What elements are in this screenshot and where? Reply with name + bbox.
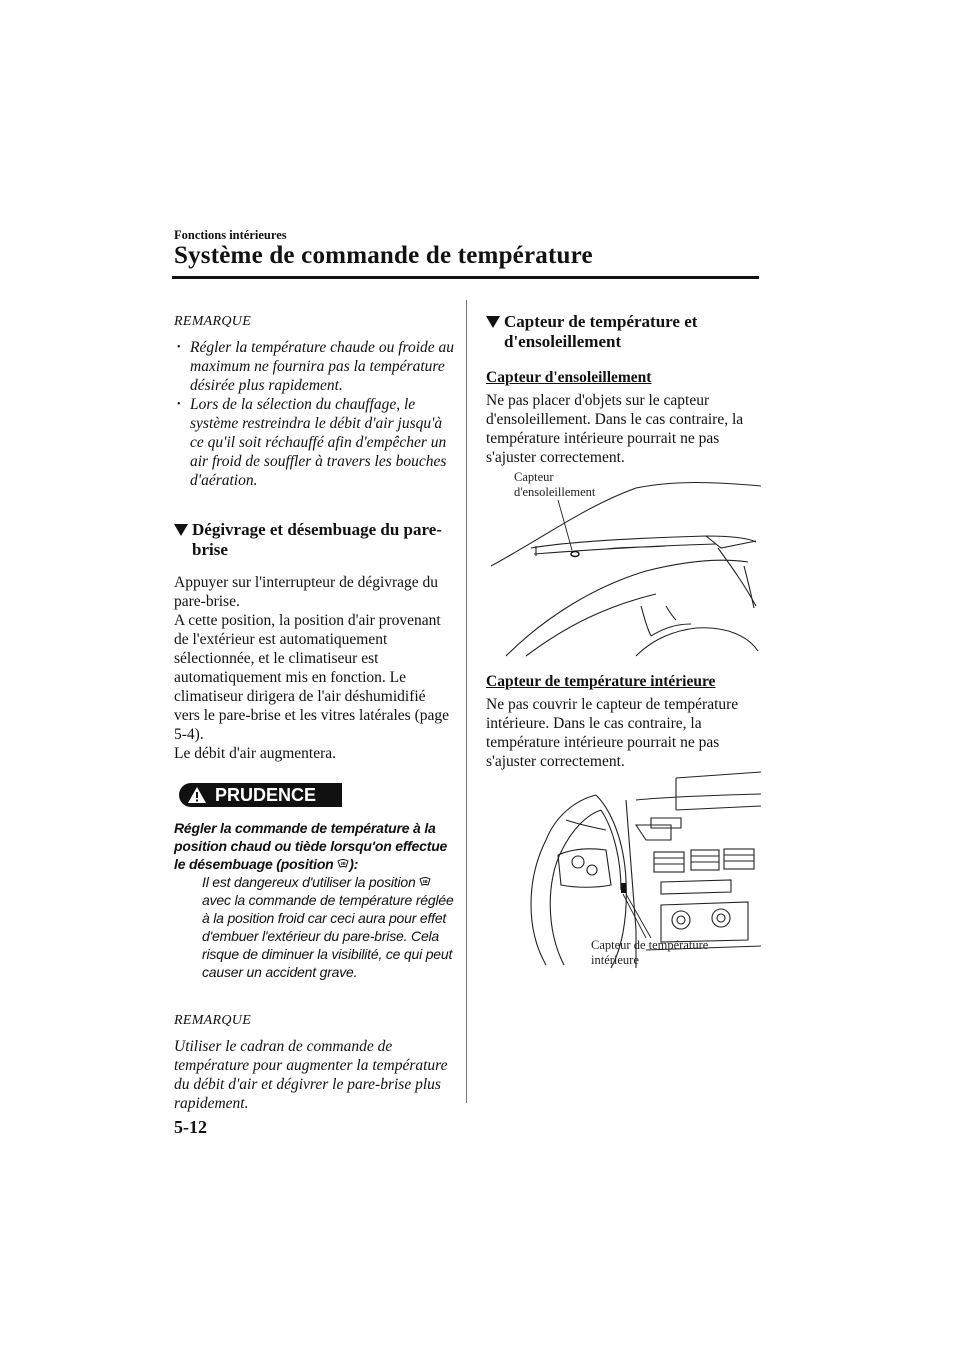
sun-sensor-caption: Capteur d'ensoleillement	[514, 470, 596, 499]
title-rule	[172, 276, 759, 279]
warning-triangle-icon	[187, 786, 207, 804]
note-heading: REMARQUE	[174, 1013, 252, 1028]
temp-sensor-caption: Capteur de température intérieure	[591, 938, 709, 967]
prudence-box	[174, 783, 454, 981]
defrost-paragraph: Appuyer sur l'interrupteur de dégivrage du pare-brise.	[174, 574, 439, 610]
note-heading: REMARQUE	[174, 314, 252, 329]
page-number: 5-12	[174, 1117, 207, 1137]
page-title: Système de commande de température	[174, 242, 593, 269]
windshield-defrost-icon	[419, 877, 431, 888]
note-list	[174, 338, 454, 490]
temp-sensor-title: Capteur de température intérieure	[486, 673, 716, 690]
prudence-heading: Régler la commande de température à la position chaud ou tiède lorsqu'on effectue le désembuage (position ):	[174, 820, 448, 872]
note-paragraph: Utiliser le cadran de commande de température pour augmenter la température du débit d'air et dégivrer le pare-brise plus rapidement.	[174, 1038, 448, 1112]
triangle-marker-icon	[486, 316, 500, 328]
defrost-paragraph: Le débit d'air augmentera.	[174, 745, 337, 762]
note-item: • Régler la température chaude ou froide au maximum ne fournira pas la température désirée plus rapidement.	[174, 338, 454, 395]
defrost-heading: Dégivrage et désembuage du pare-brise	[174, 520, 454, 560]
note-item: • Lors de la sélection du chauffage, le système restreindra le débit d'air jusqu'à ce qu'il soit réchauffé afin d'empêcher un air froid de souffler à travers les bouches d'aération.	[174, 395, 454, 490]
prudence-label: PRUDENCE	[215, 784, 317, 805]
triangle-marker-icon	[174, 524, 188, 536]
temp-sensor-section	[486, 672, 761, 771]
sun-sensor-title: Capteur d'ensoleillement	[486, 369, 652, 386]
sensor-heading: Capteur de température et d'ensoleillement	[486, 312, 761, 352]
section-label: Fonctions intérieures	[174, 228, 287, 242]
prudence-body: Il est dangereux d'utiliser la position avec la commande de température réglée à la position froid car ceci aura pour effet d'embuer l'extérieur du pare-brise. Cela risque de diminuer la visibilité, ce qui peut causer un accident grave.	[202, 874, 454, 980]
prudence-banner	[179, 783, 342, 807]
column-divider	[466, 300, 467, 1103]
defrost-paragraph: A cette position, la position d'air provenant de l'extérieur est automatiquement sélectionnée, et le climatiseur est automatiquement mis en fonction. Le climatiseur dirigera de l'air déshumidifié vers le pare-brise et les vitres latérales (page 5-4).	[174, 612, 449, 743]
windshield-defrost-icon	[337, 859, 349, 870]
sun-sensor-paragraph: Ne pas placer d'objets sur le capteur d'ensoleillement. Dans le cas contraire, la température intérieure pourrait ne pas s'ajuster correctement.	[486, 392, 744, 466]
left-column	[174, 312, 454, 1113]
right-column	[486, 312, 761, 467]
temp-sensor-paragraph: Ne pas couvrir le capteur de température intérieure. Dans le cas contraire, la température intérieure pourrait ne pas s'ajuster correctement.	[486, 696, 739, 770]
